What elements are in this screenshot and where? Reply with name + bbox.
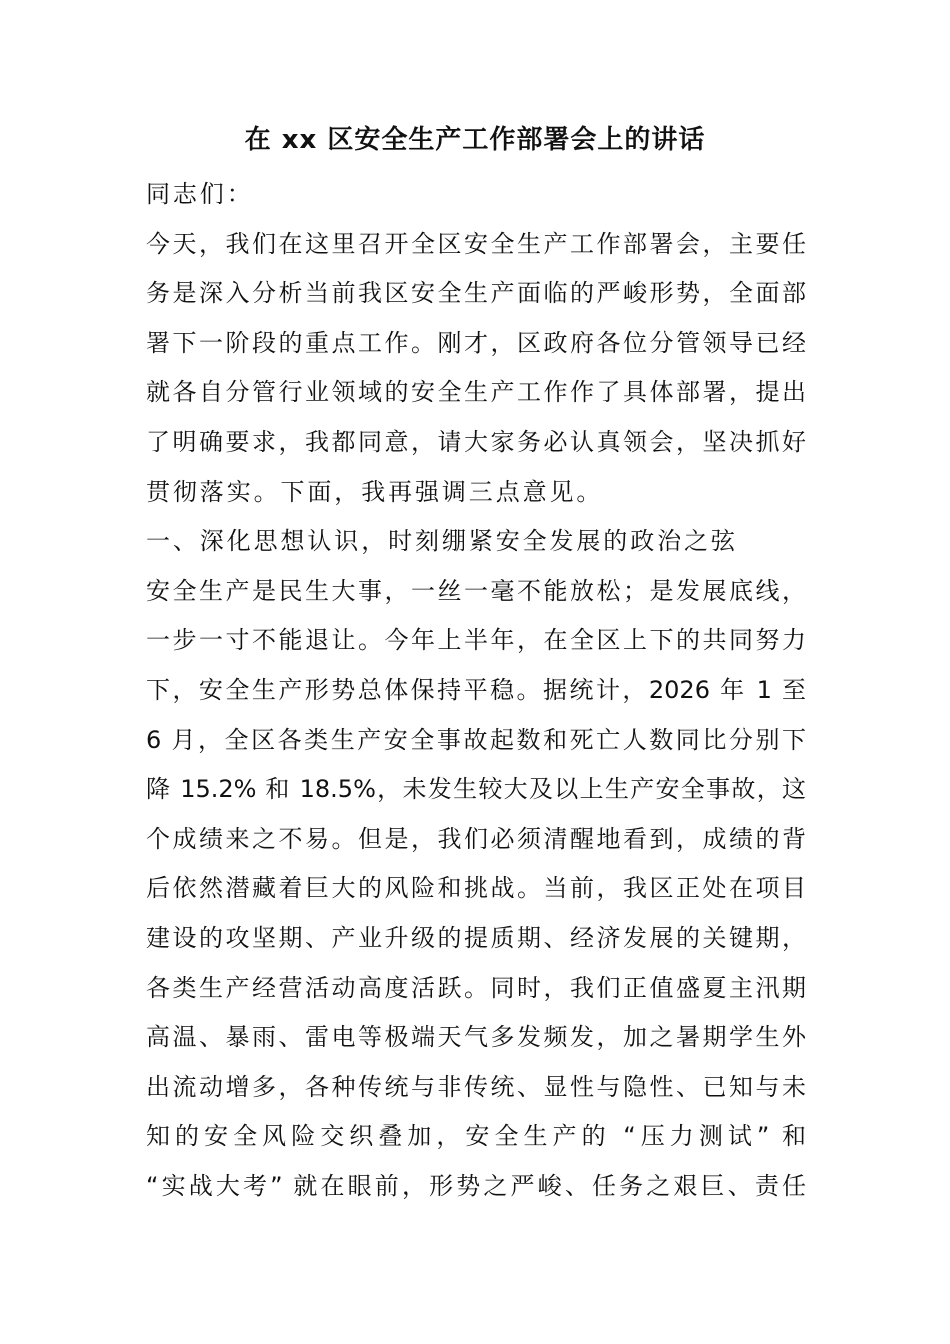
paragraph-line: 高温、暴雨、雷电等极端天气多发频发，加之暑期学生外 xyxy=(146,1023,806,1052)
paragraph-line: 后依然潜藏着巨大的风险和挑战。当前，我区正处在项目 xyxy=(146,874,806,903)
paragraph-line: 降 15.2% 和 18.5%，未发生较大及以上生产安全事故，这 xyxy=(146,775,806,804)
paragraph-line: 贯彻落实。下面，我再强调三点意见。 xyxy=(146,477,604,506)
section-heading: 一、深化思想认识，时刻绷紧安全发展的政治之弦 xyxy=(146,527,738,556)
paragraph-line: 知的安全风险交织叠加，安全生产的 “压力测试” 和 xyxy=(146,1122,806,1151)
document-title: 在 xx 区安全生产工作部署会上的讲话 xyxy=(244,125,706,155)
paragraph-line: 建设的攻坚期、产业升级的提质期、经济发展的关键期， xyxy=(146,923,806,952)
paragraph-line: 署下一阶段的重点工作。刚才，区政府各位分管领导已经 xyxy=(146,328,806,357)
paragraph-line: 个成绩来之不易。但是，我们必须清醒地看到，成绩的背 xyxy=(146,824,806,853)
paragraph-line: 安全生产是民生大事，一丝一毫不能放松；是发展底线， xyxy=(146,576,806,605)
paragraph-line: 就各自分管行业领域的安全生产工作作了具体部署，提出 xyxy=(146,378,806,407)
paragraph-line: 各类生产经营活动高度活跃。同时，我们正值盛夏主汛期 xyxy=(146,973,806,1002)
paragraph-line: 一步一寸不能退让。今年上半年，在全区上下的共同努力 xyxy=(146,626,806,655)
document-body xyxy=(146,170,806,1211)
paragraph-line: 今天，我们在这里召开全区安全生产工作部署会，主要任 xyxy=(146,229,806,258)
paragraph-line: 出流动增多，各种传统与非传统、显性与隐性、已知与未 xyxy=(146,1072,806,1101)
salutation: 同志们： xyxy=(146,180,254,208)
paragraph-line: 了明确要求，我都同意，请大家务必认真领会，坚决抓好 xyxy=(146,427,806,456)
paragraph-line: “实战大考” 就在眼前，形势之严峻、任务之艰巨、责任 xyxy=(146,1171,806,1200)
paragraph-line: 务是深入分析当前我区安全生产面临的严峻形势，全面部 xyxy=(146,279,806,308)
paragraph-line: 6 月，全区各类生产安全事故起数和死亡人数同比分别下 xyxy=(146,725,806,754)
paragraph-line: 下，安全生产形势总体保持平稳。据统计，2026 年 1 至 xyxy=(146,675,806,704)
